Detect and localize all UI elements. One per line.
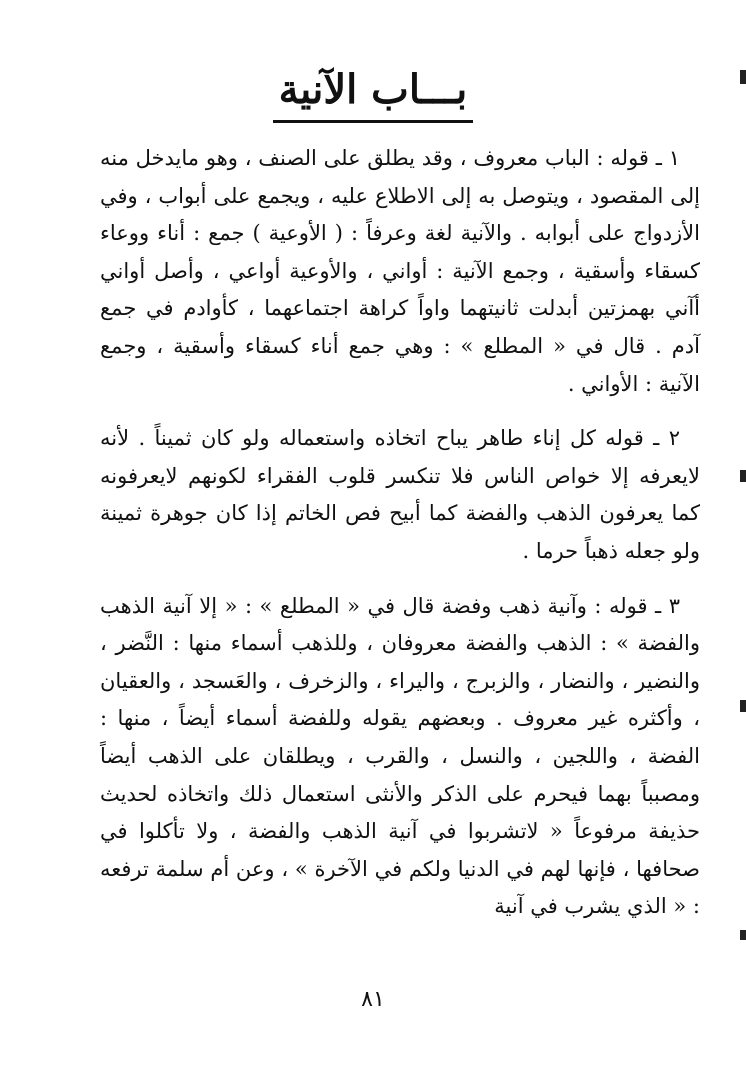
paragraph-1: ١ ـ قوله : الباب معروف ، وقد يطلق على الصنف ، وهو مايدخل منه إلى المقصود ، ويتوصل به إلى الاطلاع عليه ، ويجمع على أبواب ، وفي الأزدواج على أبوابه . والآنية لغة وعرفاً : ( الأوعية ) جمع : أناء ووعاء كسقاء وأسقية ، وجمع الآنية : أواني ، والأوعية أواعي ، وأصل أواني أآني بهمزتين أبدلت ثانيتهما واواً كراهة اجتماعهما ، كأوادم في جمع آدم . قال في « المطلع » : وهي جمع أناء كسقاء وأسقية ، وجمع الآنية : الأواني . bbox=[100, 146, 700, 396]
edge-mark bbox=[740, 930, 746, 940]
page-number: ٨١ bbox=[361, 987, 385, 1012]
paragraph-2: ٢ ـ قوله كل إناء طاهر يباح اتخاذه واستعماله ولو كان ثميناً . لأنه لايعرفه إلا خواص الناس فلا تنكسر قلوب الفقراء لكونهم لايعرفونه كما يعرفون الذهب والفضة كما أبيح فص الخاتم إذا كان جوهرة ثمينة ولو جعله ذهباً حرما . bbox=[100, 426, 700, 563]
edge-mark bbox=[740, 700, 746, 712]
body-text bbox=[100, 140, 700, 943]
edge-mark bbox=[740, 470, 746, 482]
chapter-title: بـــاب الآنية bbox=[273, 64, 474, 123]
title-container bbox=[0, 64, 746, 123]
edge-mark bbox=[740, 70, 746, 84]
paragraph-3: ٣ ـ قوله : وآنية ذهب وفضة قال في « المطلع » : « إلا آنية الذهب والفضة » : الذهب والفضة معروفان ، وللذهب أسماء منها : النَّضر ، والنضير ، والنضار ، والزبرج ، واليراء ، والزخرف ، والعَسجد ، والعقيان ، وأكثره غير معروف . وبعضهم يقوله وللفضة أسماء أيضاً ، منها : الفضة ، واللجين ، والنسل ، والقرب ، ويطلقان على الذهب أيضاً ومصبباً بهما فيحرم على الذكر والأنثى استعمال ذلك واتخاذه لحديث حذيفة مرفوعاً « لاتشربوا في آنية الذهب والفضة ، ولا تأكلوا في صحافها ، فإنها لهم في الدنيا ولكم في الآخرة » ، وعن أم سلمة ترفعه : « الذي يشرب في آنية bbox=[100, 593, 700, 919]
